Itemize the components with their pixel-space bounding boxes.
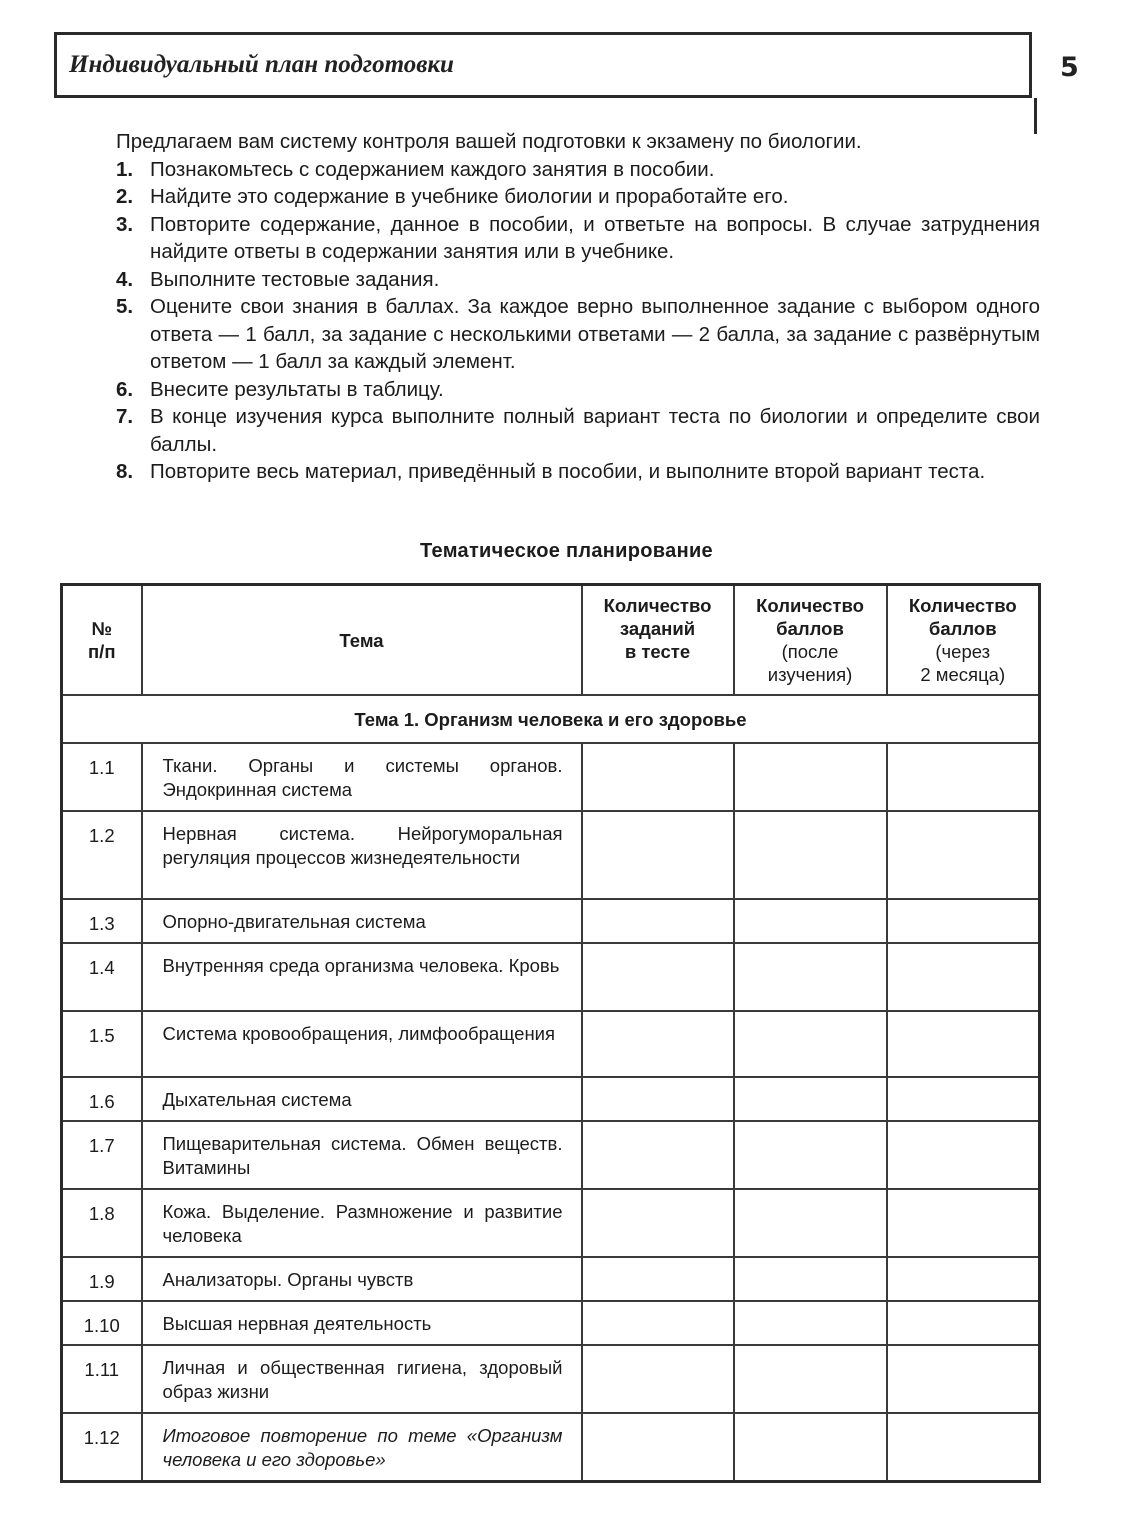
score-after-cell[interactable] [734, 743, 887, 811]
score-after-cell[interactable] [734, 1121, 887, 1189]
row-number: 1.10 [62, 1301, 142, 1345]
col-header-score-after [734, 585, 887, 696]
score-after-cell[interactable] [734, 1413, 887, 1482]
header-line: п/п [88, 641, 116, 662]
row-topic: Система кровообращения, лимфообращения [142, 1011, 582, 1077]
step-item [116, 266, 1040, 294]
page-number: 5 [1060, 52, 1079, 83]
row-number: 1.5 [62, 1011, 142, 1077]
row-number: 1.7 [62, 1121, 142, 1189]
score-later-cell[interactable] [887, 943, 1040, 1011]
header-line: (после [781, 641, 839, 662]
table-row [62, 1077, 1040, 1121]
header-line: 2 месяца) [920, 664, 1006, 685]
table-row [62, 1301, 1040, 1345]
plan-title: Тематическое планирование [420, 540, 713, 562]
task-count-cell[interactable] [582, 1301, 734, 1345]
score-later-cell[interactable] [887, 1345, 1040, 1413]
step-number: 7. [116, 405, 134, 428]
row-topic: Анализаторы. Органы чувств [142, 1257, 582, 1301]
step-number: 6. [116, 377, 134, 401]
task-count-cell[interactable] [582, 811, 734, 899]
score-after-cell[interactable] [734, 1345, 887, 1413]
step-number: 8. [116, 460, 134, 483]
table-header-row [62, 585, 1040, 696]
plan-table [60, 583, 1041, 1483]
task-count-cell[interactable] [582, 1345, 734, 1413]
col-header-task-count [582, 585, 734, 696]
col-header-topic: Тема [142, 585, 582, 696]
score-later-cell[interactable] [887, 899, 1040, 943]
step-item [116, 458, 1040, 486]
step-item [116, 211, 1040, 266]
row-topic: Дыхательная система [142, 1077, 582, 1121]
row-topic: Высшая нервная деятельность [142, 1301, 582, 1345]
table-row [62, 1011, 1040, 1077]
step-item [116, 376, 1040, 404]
header-line: № [91, 618, 113, 639]
row-topic: Итоговое повторение по теме «Организм человека и его здоровье» [142, 1413, 582, 1482]
row-number: 1.8 [62, 1189, 142, 1257]
step-text: Повторите весь материал, приведённый в пособии, и выполните второй вариант теста. [150, 460, 986, 483]
step-item [116, 403, 1040, 458]
score-later-cell[interactable] [887, 1257, 1040, 1301]
table-row [62, 943, 1040, 1011]
row-topic: Ткани. Органы и системы органов. Эндокринная система [142, 743, 582, 811]
header-line: Количество [603, 595, 712, 616]
task-count-cell[interactable] [582, 743, 734, 811]
task-count-cell[interactable] [582, 943, 734, 1011]
score-after-cell[interactable] [734, 899, 887, 943]
step-number: 5. [116, 295, 134, 318]
row-topic: Кожа. Выделение. Размножение и развитие человека [142, 1189, 582, 1257]
step-item [116, 183, 1040, 211]
row-number: 1.9 [62, 1257, 142, 1301]
header-line: Количество [908, 595, 1017, 616]
page-header-title: Индивидуальный план подготовки [69, 51, 454, 78]
score-later-cell[interactable] [887, 1413, 1040, 1482]
task-count-cell[interactable] [582, 1077, 734, 1121]
header-line: Количество [756, 595, 864, 616]
step-number: 3. [116, 212, 134, 236]
step-text: Выполните тестовые задания. [150, 267, 440, 291]
score-after-cell[interactable] [734, 1301, 887, 1345]
score-after-cell[interactable] [734, 943, 887, 1011]
header-line: заданий [619, 618, 696, 639]
row-topic: Пищеварительная система. Обмен веществ. Витамины [142, 1121, 582, 1189]
step-list [116, 156, 1040, 486]
score-after-cell[interactable] [734, 1189, 887, 1257]
step-text: Познакомьтесь с содержанием каждого занятия в пособии. [150, 157, 715, 181]
table-row [62, 1413, 1040, 1482]
row-number: 1.2 [62, 811, 142, 899]
row-topic: Нервная система. Нейрогуморальная регуляция процессов жизнедеятельности [142, 811, 582, 899]
score-later-cell[interactable] [887, 1121, 1040, 1189]
row-topic: Личная и общественная гигиена, здоровый образ жизни [142, 1345, 582, 1413]
header-line: баллов [776, 618, 844, 639]
intro-lead: Предлагаем вам систему контроля вашей подготовки к экзамену по биологии. [116, 130, 862, 153]
table-row [62, 811, 1040, 899]
score-later-cell[interactable] [887, 743, 1040, 811]
step-item [116, 156, 1040, 184]
header-line: (через [935, 641, 991, 662]
page-header-box [54, 32, 1032, 98]
score-later-cell[interactable] [887, 1077, 1040, 1121]
score-later-cell[interactable] [887, 1189, 1040, 1257]
row-number: 1.3 [62, 899, 142, 943]
row-topic: Внутренняя среда организма человека. Кровь [142, 943, 582, 1011]
score-later-cell[interactable] [887, 1011, 1040, 1077]
row-number: 1.4 [62, 943, 142, 1011]
table-row [62, 899, 1040, 943]
step-text: Повторите содержание, данное в пособии, и ответьте на вопросы. В случае затруднения найдите ответы в содержании занятия или в учебнике. [150, 212, 1040, 263]
step-item [116, 293, 1040, 376]
task-count-cell[interactable] [582, 1413, 734, 1482]
task-count-cell[interactable] [582, 1121, 734, 1189]
header-line: изучения) [767, 664, 853, 685]
step-text: Оцените свои знания в баллах. За каждое верно выполненное задание с выбором одного ответа — 1 балл, за задание с несколькими ответами — 2 балла, за задание с развёрнутым ответом — 1 балл за каждый элемент. [150, 295, 1040, 373]
row-number: 1.6 [62, 1077, 142, 1121]
step-text: Внесите результаты в таблицу. [150, 377, 444, 401]
table-row [62, 1257, 1040, 1301]
row-number: 1.1 [62, 743, 142, 811]
step-number: 4. [116, 267, 134, 291]
step-text: Найдите это содержание в учебнике биологии и проработайте его. [150, 185, 789, 208]
score-later-cell[interactable] [887, 1301, 1040, 1345]
row-number: 1.12 [62, 1413, 142, 1482]
step-text: В конце изучения курса выполните полный вариант теста по биологии и определите свои баллы. [150, 405, 1040, 456]
task-count-cell[interactable] [582, 1257, 734, 1301]
task-count-cell[interactable] [582, 1189, 734, 1257]
score-later-cell[interactable] [887, 811, 1040, 899]
row-number: 1.11 [62, 1345, 142, 1413]
score-after-cell[interactable] [734, 811, 887, 899]
task-count-cell[interactable] [582, 1011, 734, 1077]
row-topic: Опорно-двигательная система [142, 899, 582, 943]
section-title: Тема 1. Организм человека и его здоровье [62, 695, 1040, 743]
table-row [62, 1345, 1040, 1413]
step-number: 2. [116, 185, 134, 208]
table-row [62, 743, 1040, 811]
header-line: в тесте [624, 641, 691, 662]
table-row [62, 1189, 1040, 1257]
instructions [116, 128, 1040, 486]
step-number: 1. [116, 157, 134, 181]
score-after-cell[interactable] [734, 1011, 887, 1077]
task-count-cell[interactable] [582, 899, 734, 943]
col-header-score-later [887, 585, 1040, 696]
section-row [62, 695, 1040, 743]
score-after-cell[interactable] [734, 1257, 887, 1301]
col-header-number [62, 585, 142, 696]
table-row [62, 1121, 1040, 1189]
header-line: баллов [928, 618, 997, 639]
score-after-cell[interactable] [734, 1077, 887, 1121]
